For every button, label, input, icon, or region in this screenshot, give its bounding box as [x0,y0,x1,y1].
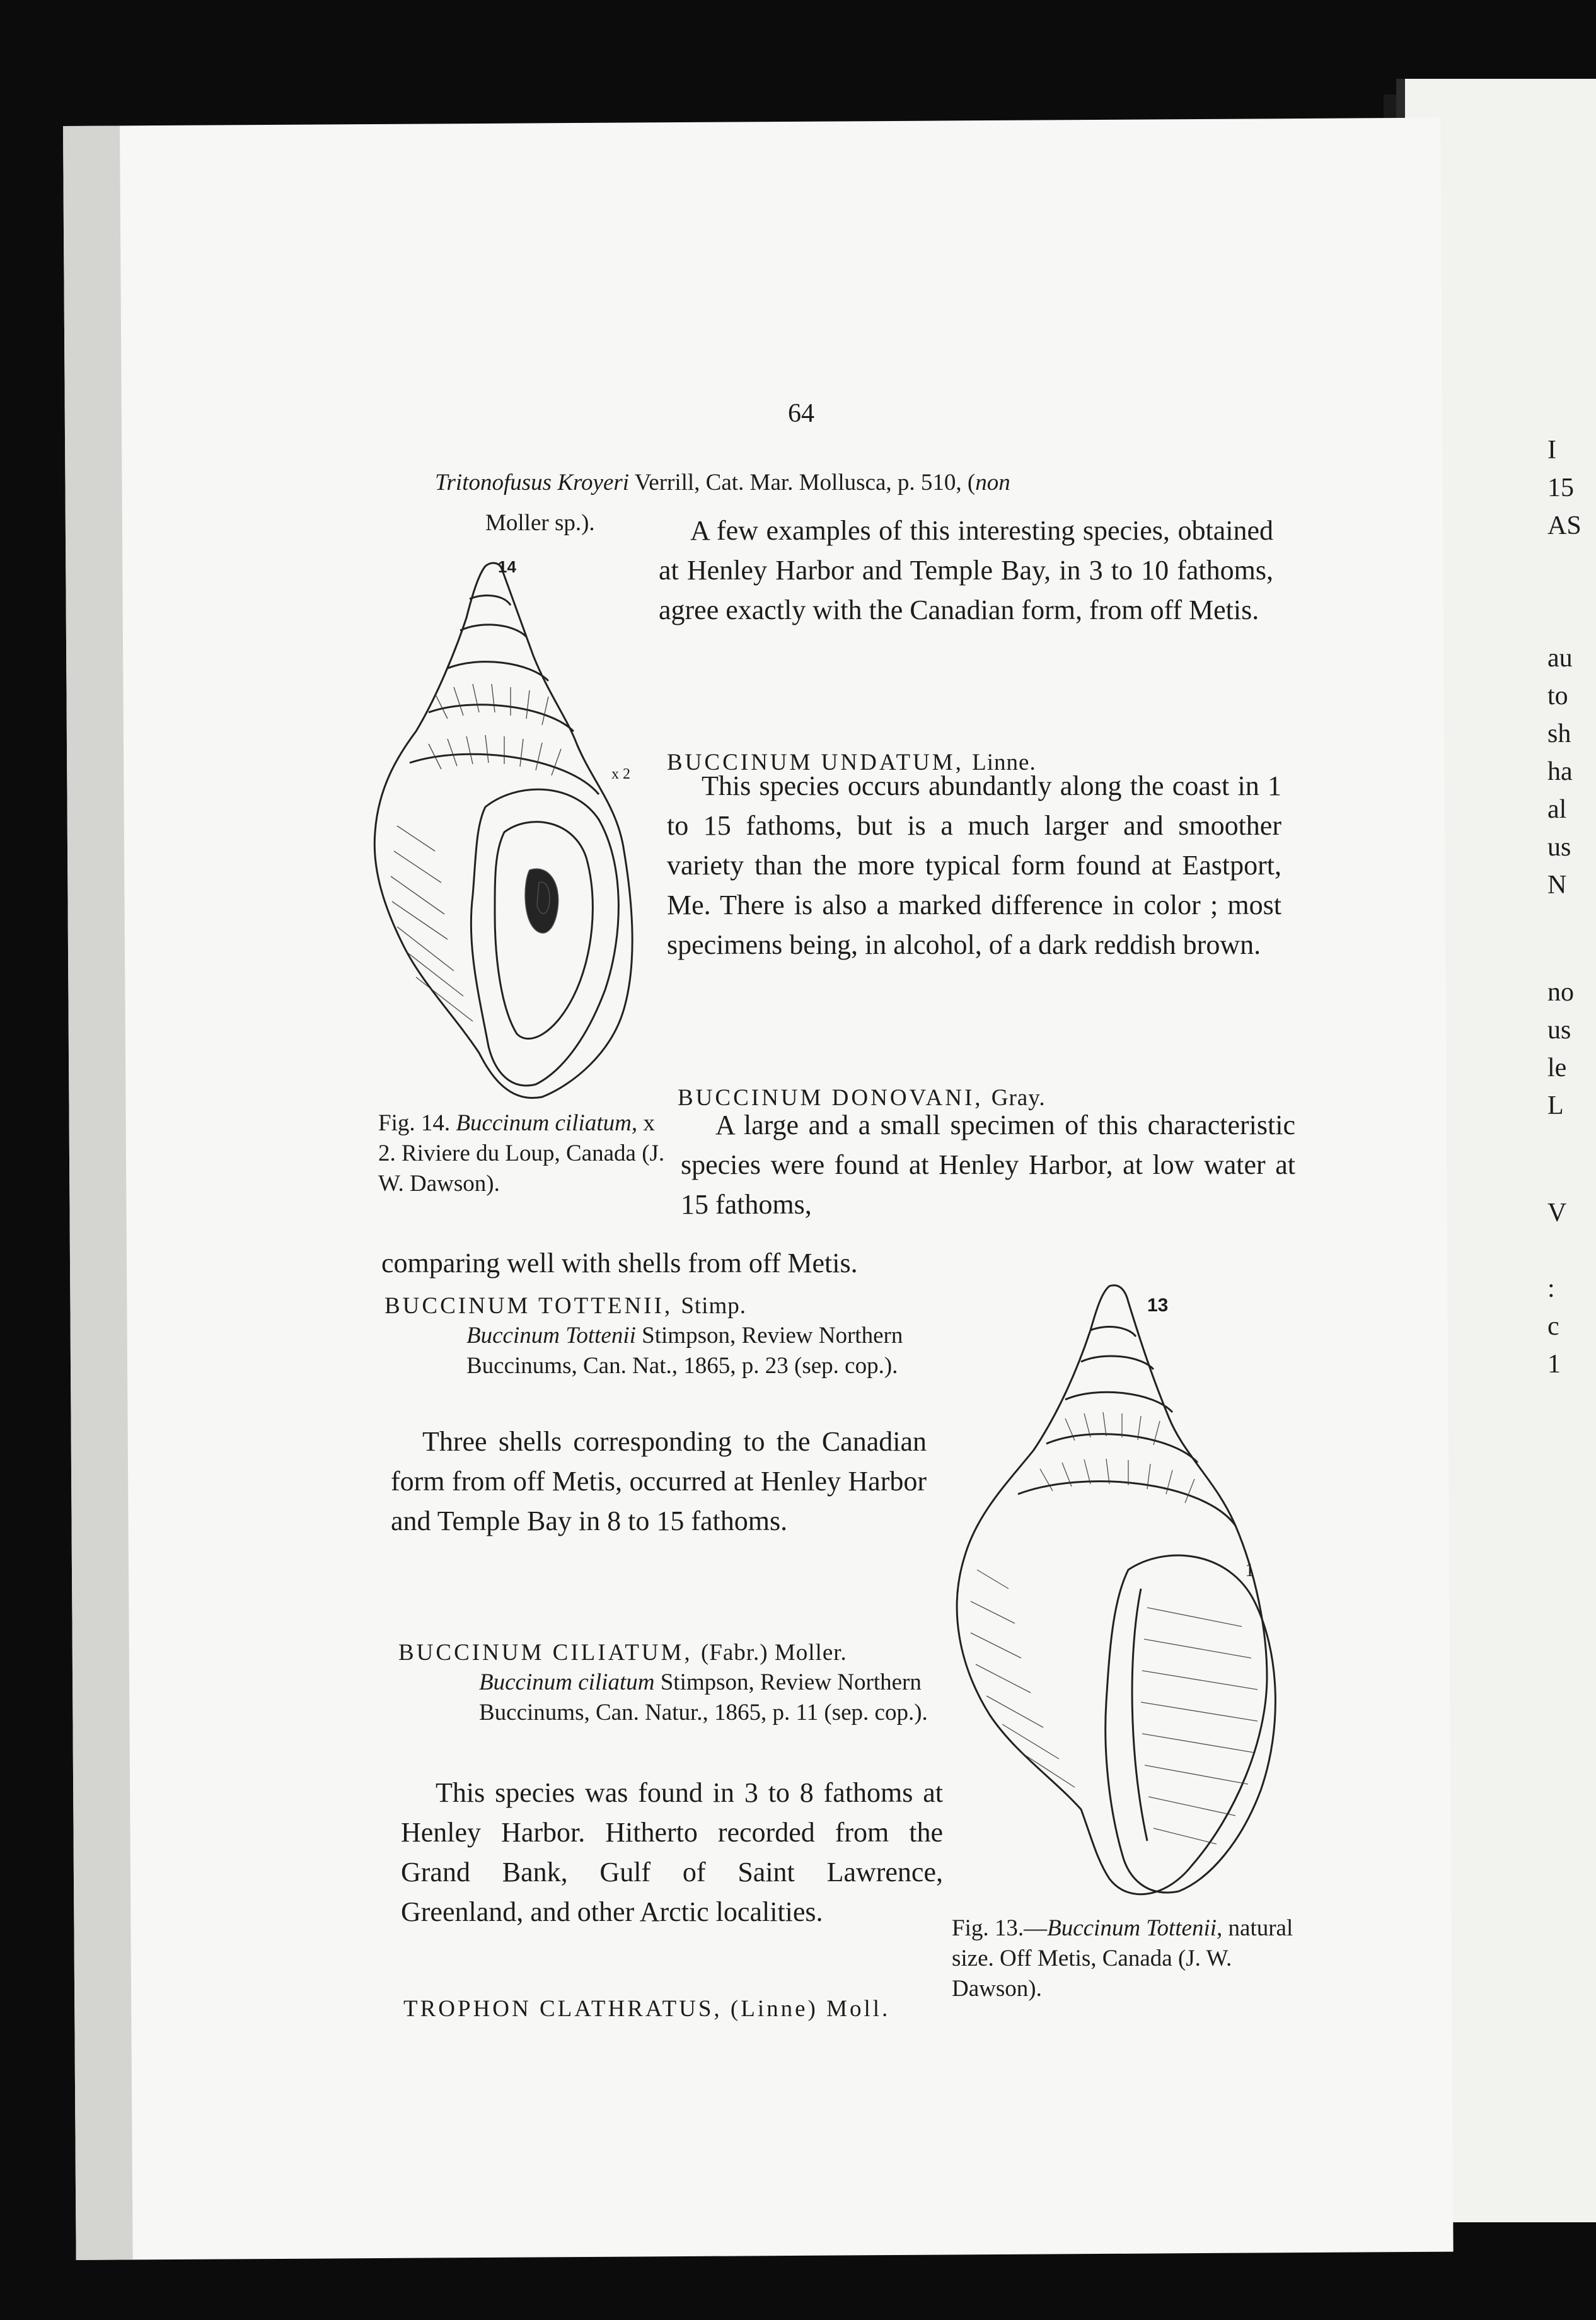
facing-fragment: us [1547,833,1571,862]
facing-fragment: V [1547,1198,1567,1227]
heading-text: BUCCINUM DONOVANI, [678,1085,983,1111]
heading-author: Gray. [991,1085,1046,1111]
caption-text: x 2. Riviere du Loup, Canada (J. W. Dawson). [378,1110,665,1197]
reference-text: Stimpson, Review Northern Buccinums, Can. Nat., 1865, p. 23 (sep. cop.). [466,1323,903,1379]
reference-non: non [975,470,1010,496]
facing-fragment: al [1547,795,1567,824]
species-name: Tritonofusus Kroyeri [435,470,630,496]
synonym-reference-line2: Moller sp.). [485,510,595,536]
caption-text: natural size. Off Metis, Canada (J. W. Dawson). [952,1915,1293,2002]
figure-14-scale: x 2 [611,766,630,782]
facing-fragment: no [1547,978,1574,1007]
figure-13-number: 13 [1147,1295,1169,1316]
figure-13-scale: 1 [1245,1560,1254,1580]
heading-trophon-clathratus: TROPHON CLATHRATUS, (Linne) Moll. [403,1996,891,2022]
heading-text: BUCCINUM TOTTENII, [385,1293,673,1319]
figure-13-caption [952,1913,1324,2004]
facing-fragment: I [1547,436,1556,465]
heading-author: (Fabr.) Moller. [700,1640,847,1666]
facing-fragment: 15 [1547,473,1574,502]
facing-fragment: au [1547,644,1573,673]
facing-fragment: ha [1547,757,1573,786]
figure-14-shell-illustration [359,555,656,1110]
heading-author: Linne. [972,750,1036,775]
caption-prefix: Fig. 13.— [952,1915,1048,1941]
facing-fragment: us [1547,1016,1571,1045]
paragraph-buccinum-tottenii: Three shells corresponding to the Canadian form from off Metis, occurred at Henley Harbor and Temple Bay in 8 to 15 fathoms. [391,1426,927,1536]
figure-14-caption [378,1108,674,1199]
facing-fragment: 1 [1547,1350,1561,1379]
reference-text: Stimpson, Review Northern Buccinums, Can. Natur., 1865, p. 11 (sep. cop.). [479,1669,928,1726]
page-number: 64 [788,399,814,428]
facing-fragment: to [1547,682,1568,710]
paragraph-buccinum-donovani-end: comparing well with shells from off Metis. [381,1248,858,1279]
heading-text: BUCCINUM UNDATUM, [667,750,964,775]
paragraph-buccinum-undatum: This species occurs abundantly along the coast in 1 to 15 fathoms, but is a much larger and smoother variety than the more typical form found at Eastport, Me. There is also a marked difference in color ; most specimens being, in alcohol, of a dark reddish brown. [667,770,1281,960]
paragraph-tritonofusus: A few examples of this interesting species, obtained at Henley Harbor and Temple Bay, in 3 to 10 fathoms, agree exactly with the Canadian form, from off Metis. [659,515,1273,625]
facing-fragment: N [1547,871,1567,900]
heading-text: BUCCINUM CILIATUM, [398,1640,693,1666]
synonym-reference-ciliatum [479,1668,933,1728]
heading-buccinum-ciliatum [398,1633,847,1673]
caption-species: Buccinum Tottenii, [1047,1915,1223,1941]
heading-buccinum-tottenii [385,1286,746,1326]
facing-fragment: AS [1547,511,1582,540]
caption-prefix: Fig. 14. [378,1110,451,1136]
figure-13-shell-illustration [939,1273,1317,1910]
reference-text: Verrill, Cat. Mar. Mollusca, p. 510, ( [634,470,976,496]
synonym-reference-tottenii [466,1321,920,1381]
facing-fragment: L [1547,1091,1564,1120]
synonym-reference [435,468,1267,498]
facing-fragment: sh [1547,719,1571,748]
figure-14-number: 14 [498,557,516,576]
heading-author: Stimp. [681,1293,746,1319]
species-name: Buccinum ciliatum [479,1669,655,1695]
paragraph-buccinum-donovani: A large and a small specimen of this characteristic species were found at Henley Harbor, at low water at 15 fathoms, [681,1110,1295,1220]
species-name: Buccinum Tottenii [466,1323,636,1348]
caption-species: Buccinum ciliatum, [456,1110,638,1136]
facing-fragment: le [1547,1053,1567,1082]
facing-fragment: c [1547,1312,1559,1341]
paragraph-buccinum-ciliatum: This species was found in 3 to 8 fathoms at Henley Harbor. Hitherto recorded from the Grand Bank, Gulf of Saint Lawrence, Greenland, and other Arctic localities. [401,1777,943,1927]
facing-fragment: : [1547,1274,1555,1303]
